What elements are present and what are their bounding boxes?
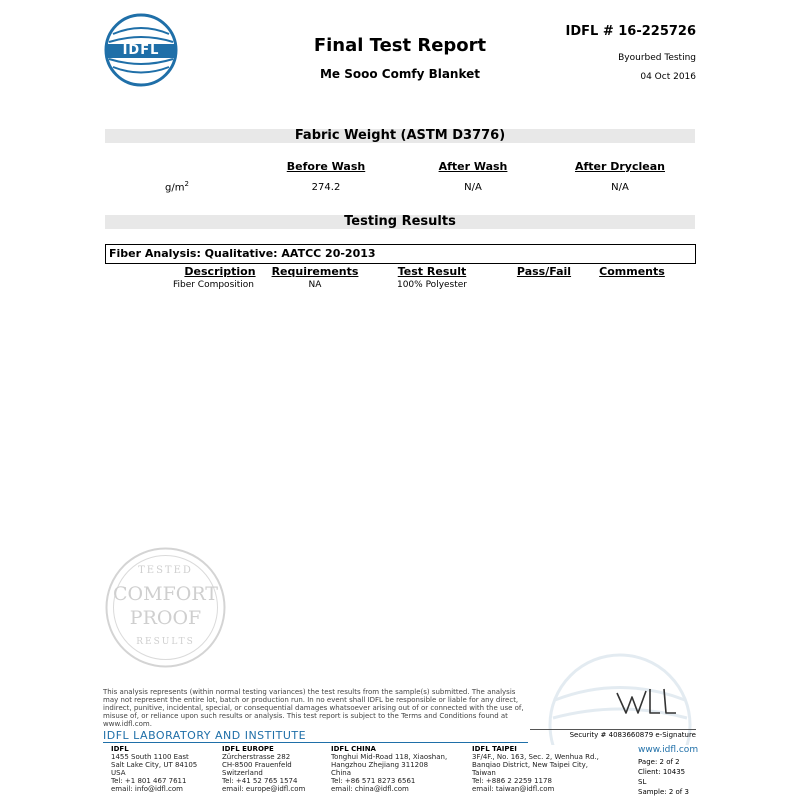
testing-results-band: Testing Results <box>105 215 695 229</box>
before-wash-value: 274.2 <box>311 182 341 193</box>
header-description: Description <box>184 265 256 278</box>
row-description: Fiber Composition <box>172 280 254 290</box>
office-china <box>331 745 447 793</box>
office-usa <box>111 745 197 793</box>
row-test-result: 100% Polyester <box>396 280 468 290</box>
security-number: Security # 4083660879 e-Signature <box>569 731 696 739</box>
office-line: Banqiao District, New Taipei City, <box>472 761 589 769</box>
after-dryclean-value: N/A <box>611 182 629 193</box>
office-line: Hangzhou Zhejiang 311208 <box>331 761 429 769</box>
report-date: 04 Oct 2016 <box>640 72 696 82</box>
idfl-logo <box>103 12 179 88</box>
disclaimer-line: www.idfl.com. <box>103 720 152 728</box>
report-id: IDFL # 16-225726 <box>565 24 696 39</box>
col-after-dryclean: After Dryclean <box>574 160 665 173</box>
office-line: 1455 South 1100 East <box>111 753 189 761</box>
office-line: Taiwan <box>472 769 496 777</box>
office-name: IDFL EUROPE <box>222 745 274 753</box>
comfort-proof-seal <box>103 545 228 670</box>
seal-line2: PROOF <box>129 607 202 629</box>
page-title: Final Test Report <box>313 35 487 56</box>
website-link[interactable]: www.idfl.com <box>638 745 699 755</box>
unit-exponent: 2 <box>184 180 189 188</box>
office-line: CH-8500 Frauenfeld <box>222 761 292 769</box>
disclaimer <box>103 688 543 728</box>
office-line: 3F/4F., No. 163, Sec. 2, Wenhua Rd., <box>472 753 599 761</box>
disclaimer-line: may not represent the entire lot, batch or production run. In no event shall IDFL be responsible or liable for any direct, <box>103 696 519 704</box>
signature-icon <box>612 685 682 719</box>
office-line: Tel: +86 571 8273 6561 <box>331 777 416 785</box>
row-requirements: NA <box>308 280 322 290</box>
fiber-analysis-section <box>105 244 696 264</box>
header-pass-fail: Pass/Fail <box>516 265 572 278</box>
initials: SL <box>638 778 647 786</box>
col-before-wash: Before Wash <box>286 160 366 173</box>
seal-line1: COMFORT <box>113 583 218 605</box>
institute-name: IDFL LABORATORY AND INSTITUTE <box>103 729 307 742</box>
seal-top-text: TESTED <box>138 565 193 576</box>
disclaimer-line: misuse of, or reliance upon such results or analysis. This test report is subject to the Terms and Conditions found at <box>103 712 508 720</box>
office-line: Zürcherstrasse 282 <box>222 753 291 761</box>
office-line: Tel: +1 801 467 7611 <box>111 777 187 785</box>
unit-base: g/m <box>165 182 185 194</box>
signature-line <box>530 729 696 730</box>
col-after-wash: After Wash <box>438 160 508 173</box>
seal-bottom-text: RESULTS <box>136 637 195 647</box>
client-number: Client: 10435 <box>638 768 686 776</box>
logo-text: IDFL <box>122 43 160 58</box>
footer-divider <box>103 742 528 743</box>
fabric-weight-band: Fabric Weight (ASTM D3776) <box>105 129 695 143</box>
office-line: China <box>331 769 351 777</box>
office-name: IDFL CHINA <box>331 745 376 753</box>
office-line: Salt Lake City, UT 84105 <box>111 761 198 769</box>
office-email[interactable]: email: info@idfl.com <box>111 785 183 793</box>
disclaimer-line: This analysis represents (within normal testing variances) the test results from the sample(s) submitted. The analysis <box>103 688 516 696</box>
office-name: IDFL TAIPEI <box>472 745 517 753</box>
office-line: USA <box>111 769 126 777</box>
fiber-analysis-title: Fiber Analysis: Qualitative: AATCC 20-2013 <box>109 247 376 260</box>
office-name: IDFL <box>111 745 129 753</box>
office-europe <box>222 745 305 793</box>
after-wash-value: N/A <box>464 182 482 193</box>
client-name: Byourbed Testing <box>618 53 696 63</box>
header-requirements: Requirements <box>271 265 359 278</box>
page-number: Page: 2 of 2 <box>638 758 680 766</box>
unit-label <box>165 180 189 193</box>
office-line: Tonghui Mid-Road 118, Xiaoshan, <box>331 753 448 761</box>
disclaimer-line: indirect, punitive, incidental, special, or consequential damages whatsoever arising out of or connected with the use of, <box>103 704 524 712</box>
office-line: Switzerland <box>222 769 263 777</box>
sample-number: Sample: 2 of 3 <box>638 788 689 796</box>
office-email[interactable]: email: china@idfl.com <box>331 785 409 793</box>
page-subtitle: Me Sooo Comfy Blanket <box>319 67 481 81</box>
office-email[interactable]: email: taiwan@idfl.com <box>472 785 555 793</box>
office-line: Tel: +886 2 2259 1178 <box>472 777 552 785</box>
office-line: Tel: +41 52 765 1574 <box>222 777 298 785</box>
header-test-result: Test Result <box>397 265 467 278</box>
office-email[interactable]: email: europe@idfl.com <box>222 785 306 793</box>
office-taipei <box>472 745 599 793</box>
header-comments: Comments <box>599 265 665 278</box>
